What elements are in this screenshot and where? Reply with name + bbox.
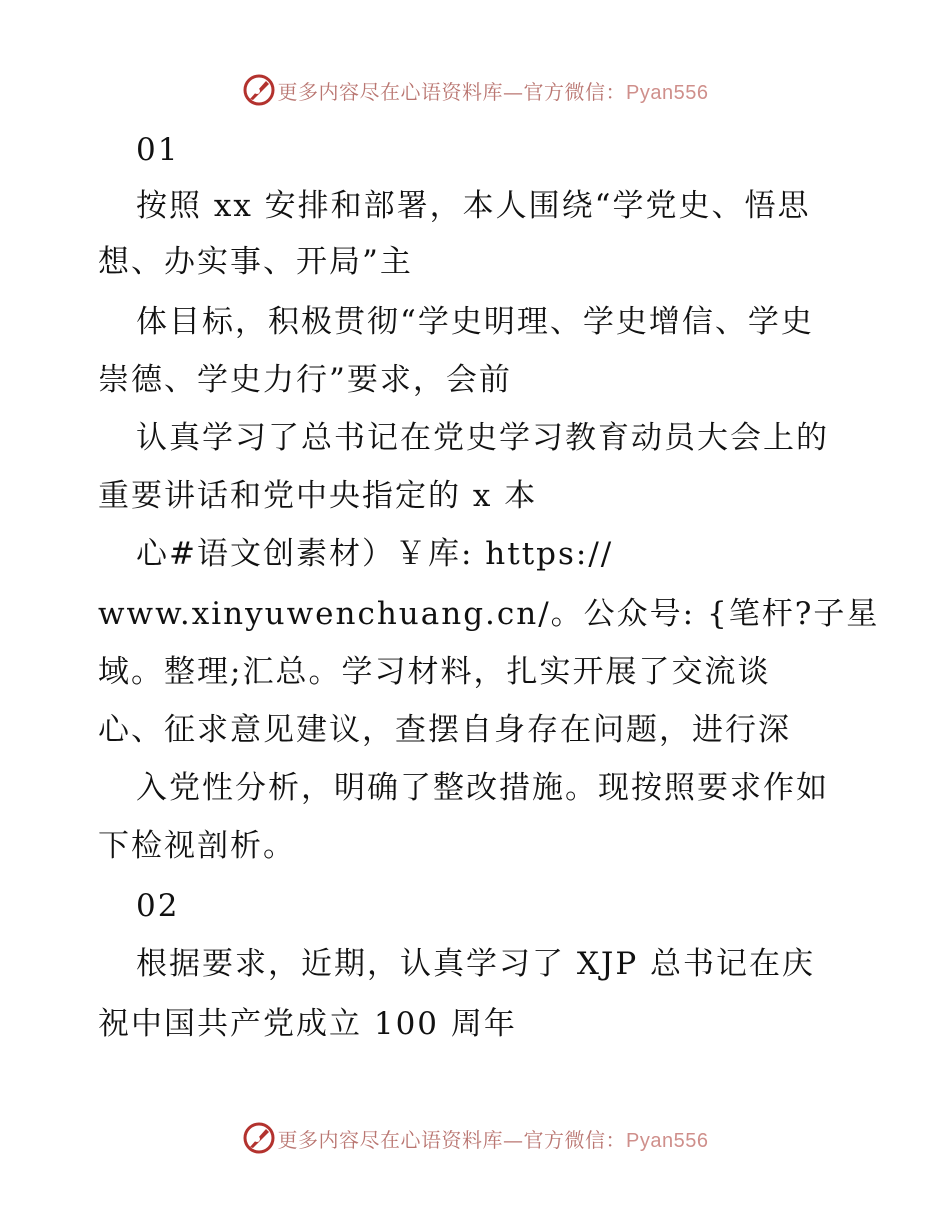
section-number: 01 [136, 132, 180, 168]
footer-watermark [0, 1118, 950, 1158]
watermark-text: 更多内容尽在心语资料库—官方微信： [277, 1127, 627, 1152]
paragraph-line: 下检视剖析。 [98, 828, 296, 864]
paragraph-line: 崇德、学史力行”要求，会前 [98, 362, 512, 398]
paragraph-line: 按照 xx 安排和部署，本人围绕“学党史、悟思 [136, 188, 811, 224]
paragraph-line: 根据要求，近期，认真学习了 XJP 总书记在庆 [136, 946, 816, 982]
paragraph-line: 心、征求意见建议，查摆自身存在问题，进行深 [98, 712, 791, 748]
paragraph-line: 认真学习了总书记在党史学习教育动员大会上的 [136, 420, 829, 456]
paragraph-line: 重要讲话和党中央指定的 x 本 [98, 478, 538, 514]
quill-logo-icon [242, 73, 276, 107]
header-watermark [0, 70, 950, 110]
document-body [0, 120, 950, 1080]
paragraph-line: 心#语文创素材）￥库: https:// [136, 536, 614, 572]
paragraph-line: 体目标，积极贯彻“学史明理、学史增信、学史 [136, 304, 814, 340]
paragraph-line: 祝中国共产党成立 100 周年 [98, 1006, 517, 1042]
paragraph-line: 入党性分析，明确了整改措施。现按照要求作如 [136, 770, 829, 806]
paragraph-line: 想、办实事、开局”主 [98, 244, 413, 280]
section-number: 02 [136, 888, 180, 924]
quill-logo-icon [242, 1121, 276, 1155]
watermark-brand: Pyan556 [626, 81, 709, 104]
watermark-text: 更多内容尽在心语资料库—官方微信： [277, 79, 627, 104]
paragraph-line: www.xinyuwenchuang.cn/。公众号: {笔杆?子星 [98, 596, 880, 632]
paragraph-line: 域。整理;汇总。学习材料，扎实开展了交流谈 [98, 654, 771, 690]
watermark-brand: Pyan556 [626, 1129, 709, 1152]
